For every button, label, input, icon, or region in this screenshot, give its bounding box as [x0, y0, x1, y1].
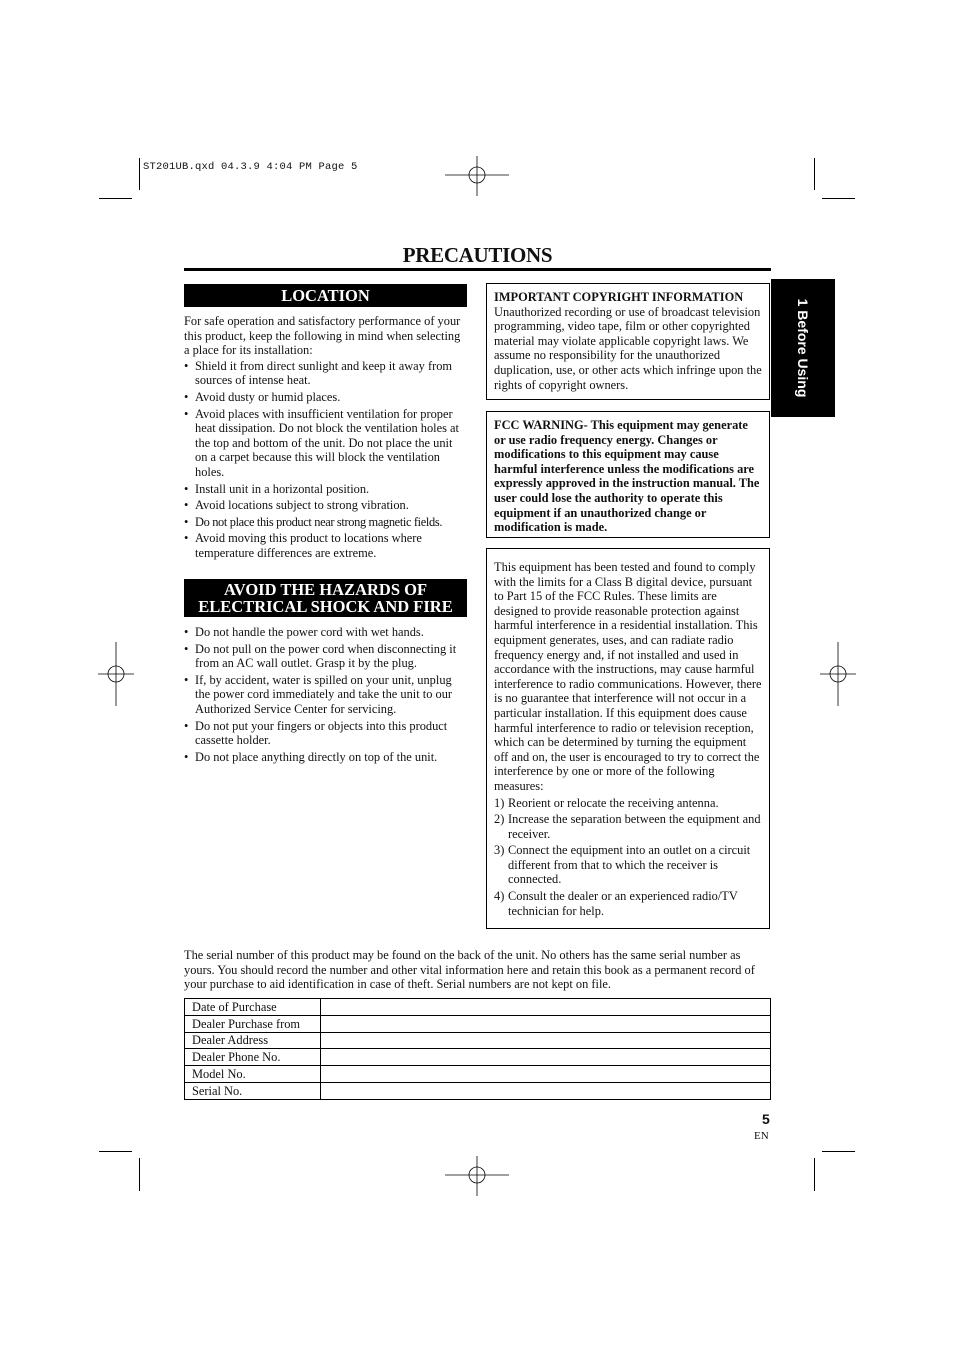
- hazards-heading-line1: AVOID THE HAZARDS OF: [223, 580, 428, 599]
- list-item: • Do not pull on the power cord when disconnecting it from an AC wall outlet. Grasp it by the plug.: [184, 642, 467, 671]
- registration-mark-icon: [445, 156, 509, 196]
- fcc-measures-list: [494, 796, 762, 919]
- copyright-body: Unauthorized recording or use of broadcast television programming, video tape, film or other copyrighted material may violate applicable copyright laws. We assume no responsibility for the unauthorized duplication, use, or other acts which infringe upon the rights of copyright owners.: [494, 304, 762, 392]
- measure-number: 3): [494, 843, 505, 858]
- page-number: 5: [762, 1111, 770, 1127]
- record-value-field[interactable]: [321, 1066, 771, 1083]
- list-item: • Avoid moving this product to locations where temperature differences are extreme.: [184, 531, 467, 560]
- location-heading: LOCATION: [184, 284, 467, 307]
- record-label: Dealer Address: [185, 1032, 321, 1049]
- record-label: Date of Purchase: [185, 999, 321, 1016]
- location-intro: For safe operation and satisfactory performance of your this product, keep the following in mind when selecting a place for its installation:: [184, 314, 461, 358]
- measure-text: Consult the dealer or an experienced radio/TV technician for help.: [508, 889, 738, 918]
- file-slug: ST201UB.qxd 04.3.9 4:04 PM Page 5: [143, 161, 358, 173]
- measure-text: Reorient or relocate the receiving antenna.: [508, 795, 719, 810]
- hazards-heading: [184, 579, 467, 617]
- fcc-compliance-body: This equipment has been tested and found to comply with the limits for a Class B digital device, pursuant to Part 15 of the FCC Rules. These limits are designed to provide reasonable protection against harmful interference in a residential installation. This equipment generates, uses, and can radiate radio frequency energy and, if not installed and used in accordance with the instructions, may cause harmful interference to radio communications. However, there is no guarantee that interference will not occur in a particular installation. If this equipment does cause harmful interference to radio or television reception, which can be determined by turning the equipment off and on, the user is encouraged to try to correct the interference by one or more of the following measures:: [494, 560, 762, 793]
- registration-mark-icon: [820, 642, 856, 706]
- record-value-field[interactable]: [321, 1015, 771, 1032]
- list-item: • If, by accident, water is spilled on your unit, unplug the power cord immediately and take the unit to our Authorized Service Center for servicing.: [184, 673, 467, 717]
- serial-note: The serial number of this product may be found on the back of the unit. No others has the same serial number as yours. You should record the number and other vital information here and retain this book as a permanent record of your purchase to aid identification in case of theft. Serial numbers are not kept on file.: [184, 948, 755, 992]
- list-item: • Avoid locations subject to strong vibration.: [184, 498, 467, 513]
- copyright-box: [486, 283, 770, 400]
- record-value-field[interactable]: [321, 1032, 771, 1049]
- list-item: • Do not place this product near strong magnetic fields.: [184, 515, 467, 530]
- table-row: [185, 1082, 771, 1099]
- list-item: [494, 843, 762, 887]
- location-list: [184, 359, 467, 561]
- table-row: [185, 1066, 771, 1083]
- section-tab: [771, 279, 835, 417]
- fcc-warning-text: FCC WARNING- This equipment may generate or use radio frequency energy. Changes or modifications to this equipment may cause harmful interference unless the modifications are expressly approved in the instruction manual. The user could lose the authority to operate this equipment if an unauthorized change or modification is made.: [494, 418, 760, 535]
- location-section: [184, 314, 467, 563]
- page-language: EN: [754, 1130, 769, 1142]
- list-item: [494, 812, 762, 841]
- record-value-field[interactable]: [321, 1049, 771, 1066]
- list-item: • Avoid dusty or humid places.: [184, 390, 467, 405]
- table-row: [185, 999, 771, 1016]
- measure-text: Increase the separation between the equipment and receiver.: [508, 812, 761, 841]
- table-row: [185, 1032, 771, 1049]
- page-title: PRECAUTIONS: [402, 243, 553, 267]
- measure-number: 1): [494, 795, 505, 810]
- registration-mark-icon: [98, 642, 134, 706]
- table-row: [185, 1015, 771, 1032]
- list-item: [494, 889, 762, 918]
- copyright-heading: IMPORTANT COPYRIGHT INFORMATION: [494, 290, 744, 304]
- list-item: • Do not put your fingers or objects into this product cassette holder.: [184, 719, 467, 748]
- record-label: Model No.: [185, 1066, 321, 1083]
- list-item: • Install unit in a horizontal position.: [184, 482, 467, 497]
- record-value-field[interactable]: [321, 1082, 771, 1099]
- list-item: [494, 796, 762, 811]
- list-item: • Do not place anything directly on top of the unit.: [184, 750, 467, 765]
- record-value-field[interactable]: [321, 999, 771, 1016]
- record-label: Dealer Phone No.: [185, 1049, 321, 1066]
- record-label: Dealer Purchase from: [185, 1015, 321, 1032]
- purchase-record-table: [184, 998, 771, 1100]
- section-tab-label: 1 Before Using: [795, 298, 811, 398]
- record-label: Serial No.: [185, 1082, 321, 1099]
- fcc-warning-box: [486, 411, 770, 538]
- measure-number: 2): [494, 812, 505, 827]
- table-row: [185, 1049, 771, 1066]
- list-item: • Do not handle the power cord with wet hands.: [184, 625, 467, 640]
- registration-mark-icon: [445, 1156, 509, 1196]
- title-rule: [184, 268, 771, 271]
- hazards-heading-line2: ELECTRICAL SHOCK AND FIRE: [198, 597, 453, 616]
- list-item: • Shield it from direct sunlight and keep it away from sources of intense heat.: [184, 359, 467, 388]
- list-item: • Avoid places with insufficient ventilation for proper heat dissipation. Do not block the ventilation holes at the top and bottom of the unit. Do not place the unit on a carpet because this will block the ventilation holes.: [184, 407, 467, 480]
- fcc-compliance-box: [486, 548, 770, 929]
- hazards-list: [184, 625, 467, 764]
- hazards-section: [184, 625, 467, 766]
- measure-number: 4): [494, 889, 505, 904]
- measure-text: Connect the equipment into an outlet on a circuit different from that to which the receiver is connected.: [508, 843, 751, 887]
